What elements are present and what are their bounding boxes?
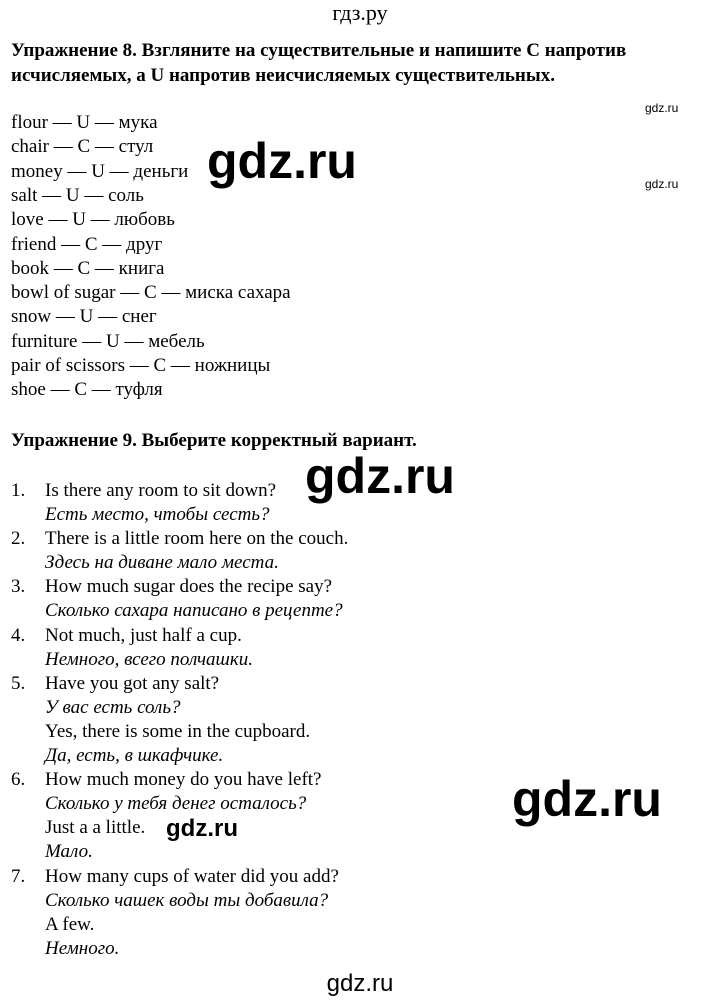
item-answer-english: Just a a little.	[45, 817, 146, 839]
watermark-inline: gdz.ru	[166, 815, 238, 842]
item-english: How many cups of water did you add?	[45, 865, 339, 887]
watermark-small: gdz.ru	[645, 177, 679, 191]
exercise-item	[11, 575, 711, 623]
item-english: Not much, just half a cup.	[45, 624, 242, 646]
word-entry: book — C — книга	[11, 257, 165, 279]
item-answer-translation: Мало.	[45, 841, 93, 863]
exercise8-title-line2: исчисляемых, а U напротив неисчисляемых существительных.	[11, 65, 555, 86]
item-translation: Сколько у тебя денег осталось?	[45, 793, 307, 815]
item-english: Have you got any salt?	[45, 672, 220, 694]
watermark-big: gdz.ru	[305, 448, 455, 504]
word-entry: salt — U — соль	[11, 184, 144, 206]
watermark-big: gdz.ru	[207, 133, 357, 189]
word-entry: money — U — деньги	[11, 160, 189, 182]
item-english: How much money do you have left?	[45, 769, 322, 791]
word-entry: pair of scissors — C — ножницы	[11, 355, 271, 376]
word-entry: flour — U — мука	[11, 112, 158, 133]
watermark-footer: gdz.ru	[326, 970, 394, 997]
item-translation: Есть место, чтобы сесть?	[45, 504, 270, 525]
exercise-item	[11, 672, 711, 768]
item-answer-translation: Немного.	[45, 937, 120, 959]
item-answer-english: Yes, there is some in the cupboard.	[45, 720, 311, 742]
item-translation: Сколько чашек воды ты добавила?	[45, 889, 329, 911]
item-translation: Сколько сахара написано в рецепте?	[45, 600, 343, 622]
item-number: 1.	[11, 480, 26, 501]
word-entry: snow — U — снег	[11, 306, 157, 328]
word-entry: furniture — U — мебель	[11, 330, 205, 352]
item-translation: У вас есть соль?	[45, 696, 181, 718]
item-translation: Здесь на диване мало места.	[45, 552, 279, 574]
watermark-small: gdz.ru	[645, 101, 679, 115]
item-translation: Немного, всего полчашки.	[45, 648, 254, 670]
item-answer-translation: Да, есть, в шкафчике.	[45, 744, 224, 766]
item-number: 2.	[11, 528, 26, 550]
word-entry: love — U — любовь	[11, 209, 175, 231]
word-entry: bowl of sugar — C — миска сахара	[11, 282, 291, 304]
word-entry: friend — C — друг	[11, 233, 163, 255]
word-entry: chair — C — стул	[11, 136, 154, 158]
item-number: 6.	[11, 769, 26, 791]
exercise-item	[11, 865, 711, 961]
item-number: 5.	[11, 672, 26, 694]
item-answer-english: A few.	[45, 913, 95, 935]
exercise9-title: Упражнение 9. Выберите корректный вариант.	[11, 430, 417, 451]
exercise-item	[11, 624, 711, 672]
item-number: 4.	[11, 624, 26, 646]
item-english: There is a little room here on the couch.	[45, 528, 349, 550]
exercise8-title-line1: Упражнение 8. Взгляните на существительные и напишите C напротив	[11, 40, 627, 61]
item-english: Is there any room to sit down?	[45, 480, 277, 501]
exercise-item	[11, 527, 711, 575]
word-entry: shoe — C — туфля	[11, 379, 163, 401]
item-number: 3.	[11, 576, 26, 598]
item-number: 7.	[11, 865, 26, 887]
item-english: How much sugar does the recipe say?	[45, 576, 333, 598]
site-header: гдз.ру	[332, 0, 388, 25]
watermark-big: gdz.ru	[512, 771, 662, 827]
